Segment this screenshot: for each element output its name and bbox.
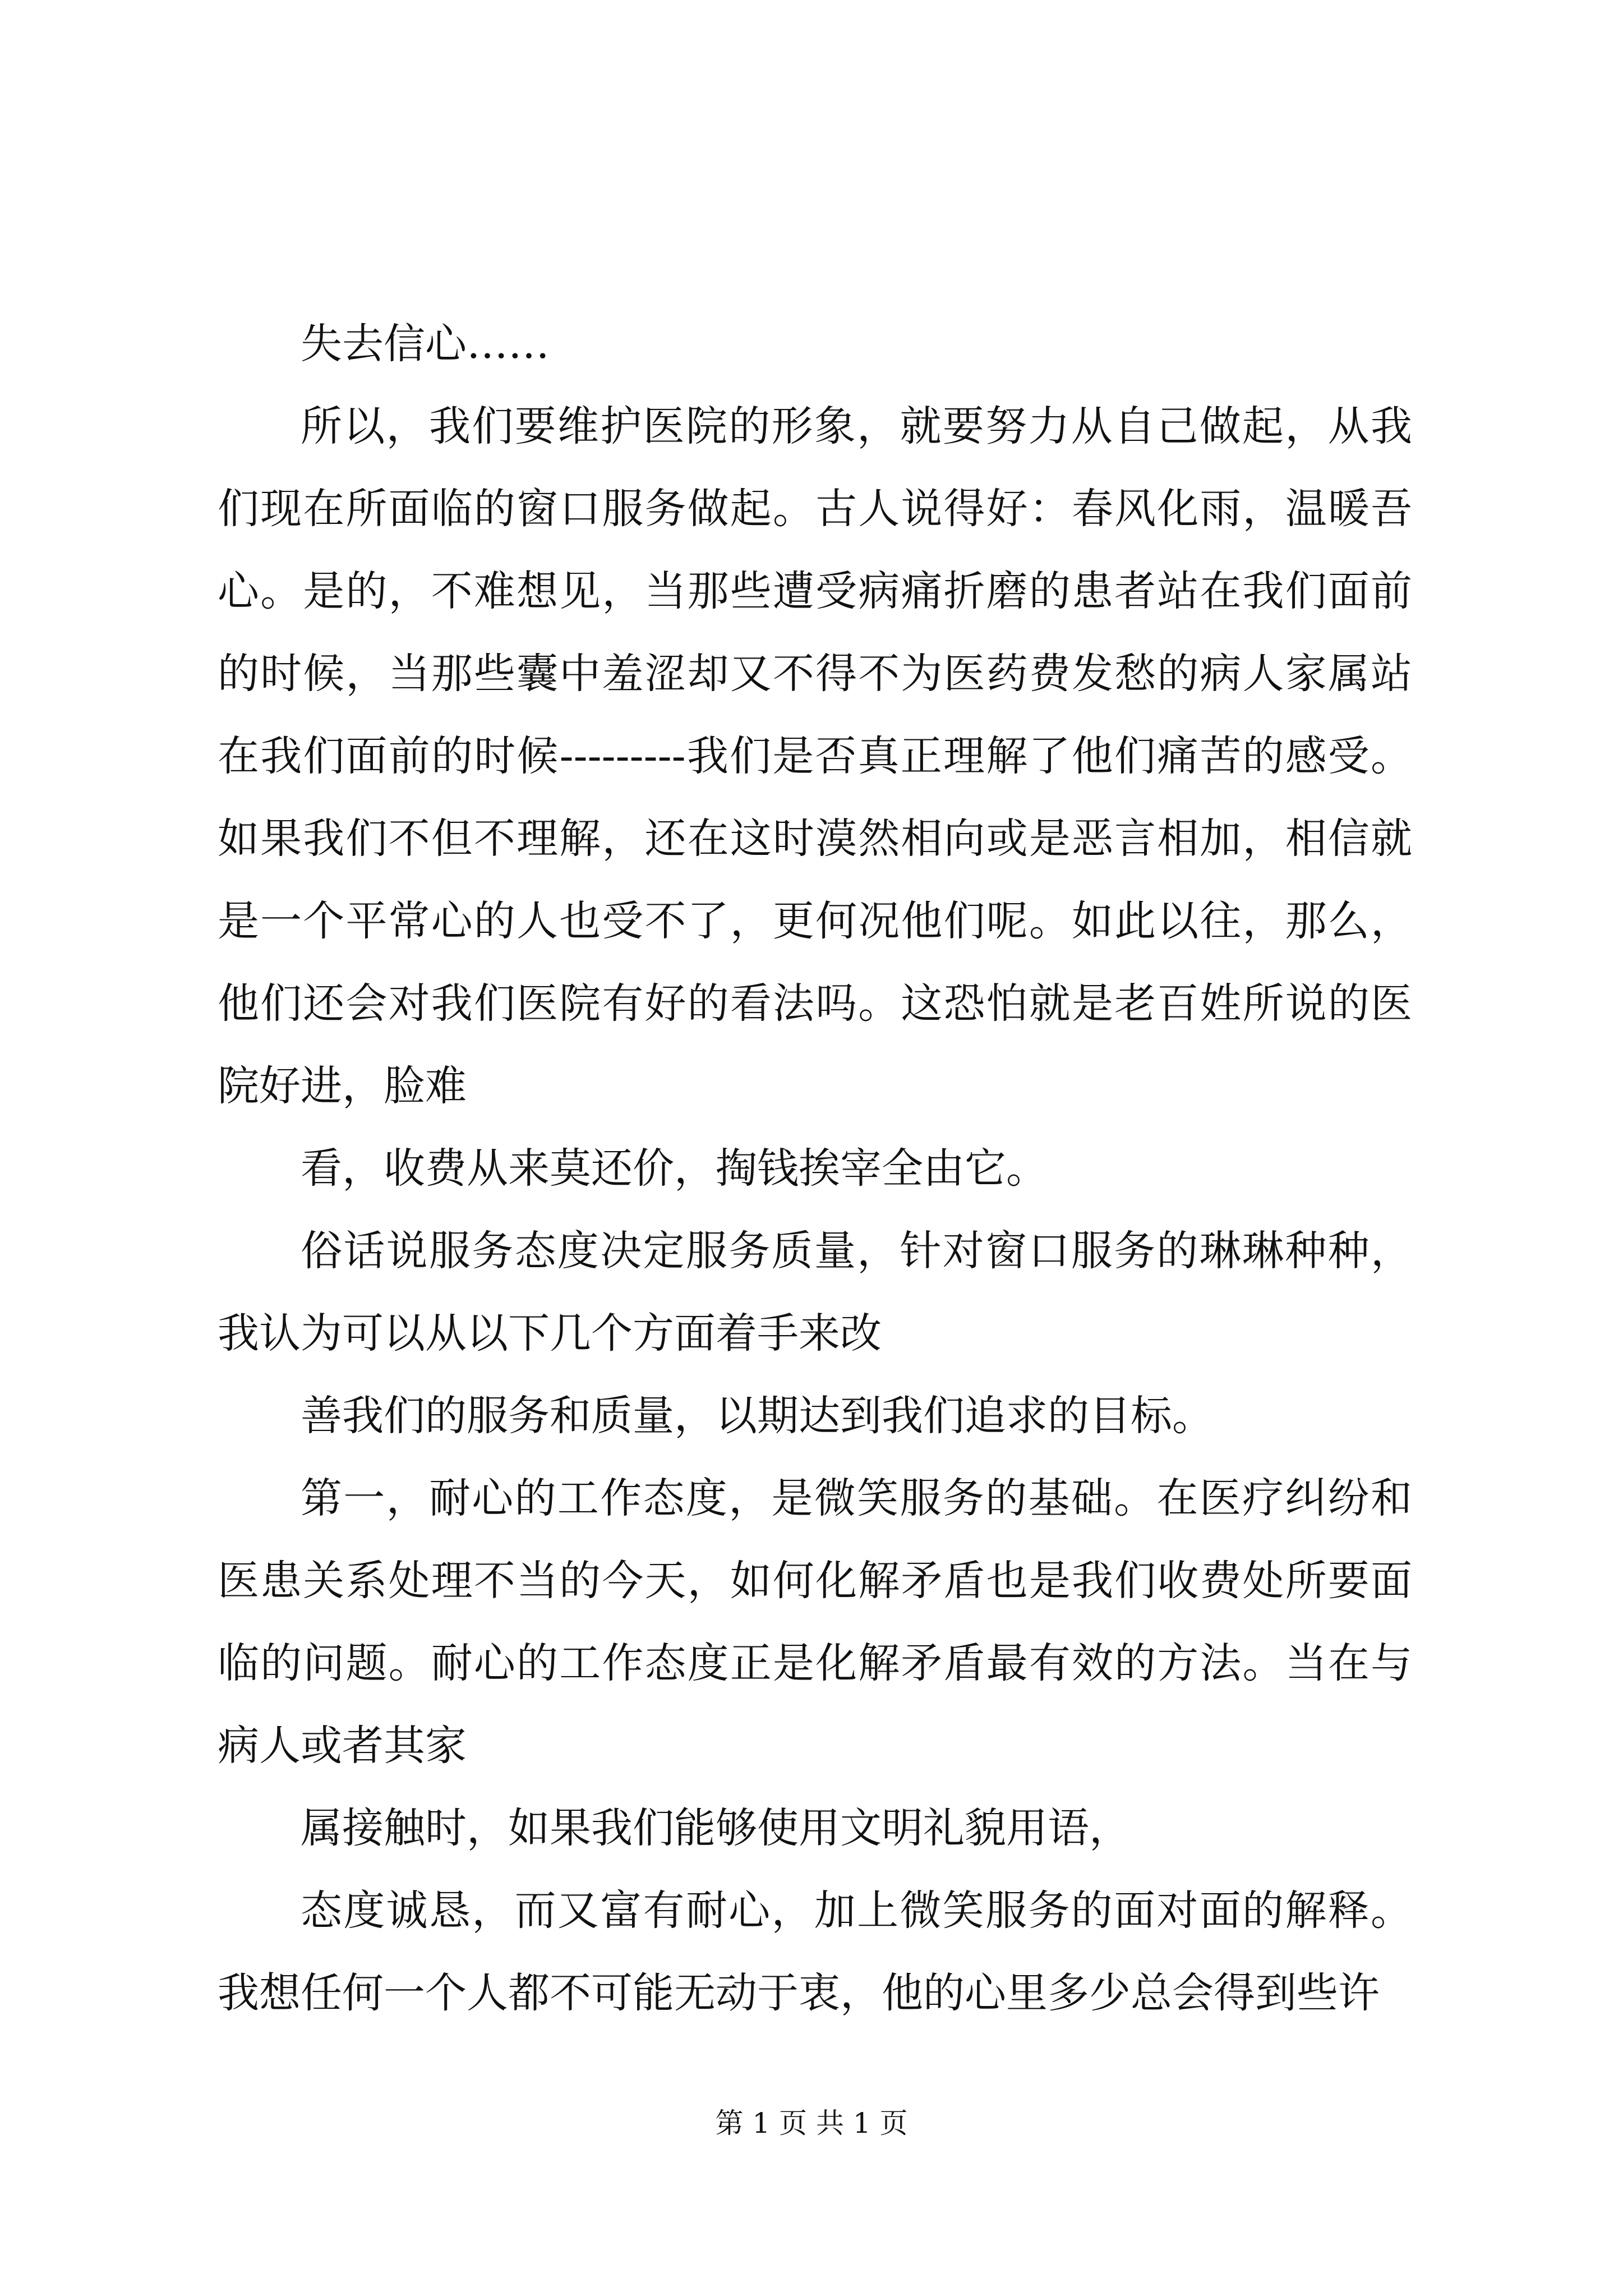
paragraph-6: 第一，耐心的工作态度，是微笑服务的基础。在医疗纠纷和医患关系处理不当的今天，如何化解矛盾也是我们收费处所要面临的问题。耐心的工作态度正是化解矛盾最有效的方法。当在与病人或者其家 bbox=[218, 1474, 1412, 1770]
paragraph-2: 所以，我们要维护医院的形象，就要努力从自己做起，从我们现在所面临的窗口服务做起。古人说得好：春风化雨，温暖吾心。是的，不难想见，当那些遭受病痛折磨的患者站在我们面前的时候，当那些囊中羞涩却又不得不为医药费发愁的病人家属站在我们面前的时候---------我们是否真正理解了他们痛苦的感受。如果我们不但不理解，还在这时漠然相向或是恶言相加，相信就是一个平常心的人也受不了，更何况他们呢。如此以往，那么，他们还会对我们医院有好的看法吗。这恐怕就是老百姓所说的医院好进，脸难 bbox=[218, 402, 1412, 1110]
paragraph-1: 失去信心…… bbox=[301, 320, 550, 368]
document-body bbox=[218, 303, 1412, 2035]
paragraph-3: 看，收费从来莫还价，掏钱挨宰全由它。 bbox=[301, 1144, 1048, 1193]
paragraph-8: 态度诚恳，而又富有耐心，加上微笑服务的面对面的解释。我想任何一个人都不可能无动于衷，他的心里多少总会得到些许 bbox=[218, 1887, 1412, 2017]
page-footer: 第 1 页 共 1 页 bbox=[715, 2107, 908, 2139]
paragraph-4: 俗话说服务态度决定服务质量，针对窗口服务的琳琳种种，我认为可以从以下几个方面着手来改 bbox=[218, 1227, 1412, 1358]
paragraph-5: 善我们的服务和质量，以期达到我们追求的目标。 bbox=[301, 1392, 1214, 1440]
paragraph-7: 属接触时，如果我们能够使用文明礼貌用语， bbox=[301, 1804, 1131, 1852]
